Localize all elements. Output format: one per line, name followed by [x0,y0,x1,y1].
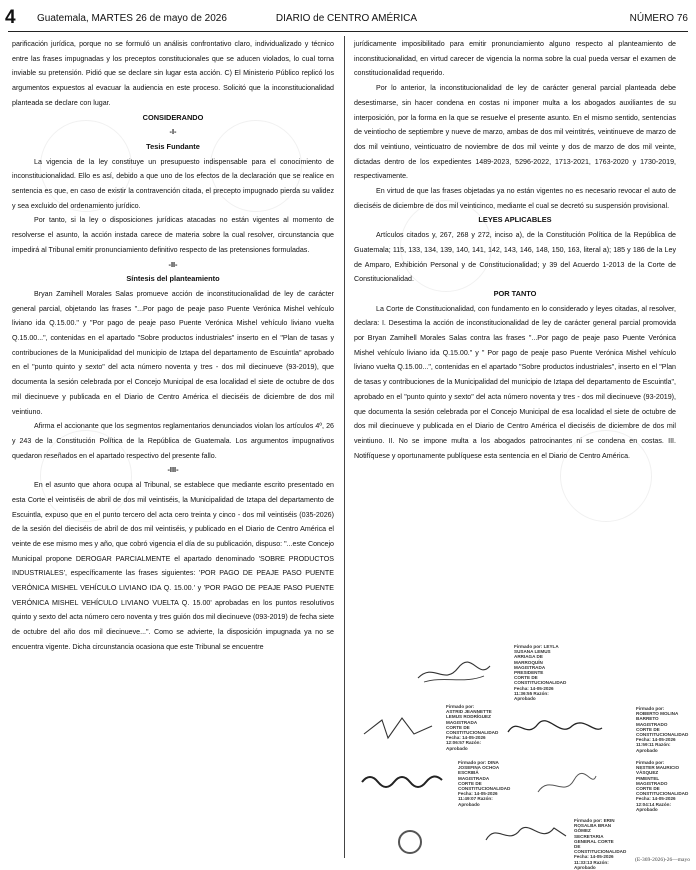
section-number: -II- [168,259,178,269]
page-number: 4 [5,7,16,28]
handwritten-signature [534,768,598,800]
section-number: -III- [167,465,179,475]
paragraph: Bryan Zamihell Morales Salas promueve acción de inconstitucionalidad de ley de carácter general parcial, objetando las frases "...Por pago de peaje paso Puente Verónica Mishel vehículo liviano ida Q.15.00." y "Por pago de peaje paso Puente Verónica Mishel vehículo liviano vuelta Q.15.00...", contenidas en el apartado "Sobre productos industriales" inserto en el "Plan de tasas y contribuciones de la Municipalidad del municipio de Iztapa del departamento de Escuintla" aprobado en el "punto quinto y sexto" del acta número noventa y tres - dos mil diecinueve (93-2019), que documenta la sesión celebrada por el Concejo Municipal de esa localidad el siete de octubre de dos mil diecinueve y publicada en el Diario de Centro América el dieciséis de diciembre de dos mil veintiuno. [12,289,334,416]
section-heading: Síntesis del planteamiento [126,274,220,284]
left-column [12,37,334,655]
section-heading: Tesis Fundante [146,141,200,151]
section-heading: CONSIDERANDO [142,112,204,122]
header-divider [8,31,688,32]
signatures-block [354,640,690,870]
paragraph: La vigencia de la ley constituye un presupuesto indispensable para el conocimiento de inconstitucionalidad. Ello es así, debido a que uno de los efectos de la declaración que se realice en sentencia es que, en caso de existir la contravención citada, el precepto impugnado pierda su validez y sea excluido del ordenamiento jurídico. [12,157,334,210]
right-column [354,37,676,463]
handwritten-signature [504,714,604,742]
paragraph: jurídicamente imposibilitado para emitir pronunciamiento alguno respecto al planteamiento de inconstitucionalidad, en virtud carecer de vigencia la norma sobre la cual pueda versar el examen de constitucionalidad requerido. [354,40,676,78]
signature-stamp: Firmado por: DINA JOSEFINA OCHOA ESCRIBÁ MAGISTRADA CORTE DE CONSTITUCIONALIDAD Fecha: 14-05-2026 11:49:07 Razón: Aprobado [458,760,511,807]
signature-stamp: Firmado por: NESTER MAURICIO VÁSQUEZ PIMENTEL MAGISTRADO CORTE DE CONSTITUCIONALIDAD Fecha: 14-05-2026 12:04:14 Razón: Aprobado [636,760,689,812]
publication-code: (E-369-2026)-26—mayo [635,857,690,863]
signature-stamp: Firmado por: ASTRID JEANNETTE LEMUS RODRÍGUEZ MAGISTRADA CORTE DE CONSTITUCIONALIDAD Fecha: 14-05-2026 12:06:57 Razón: Aprobado [446,704,499,751]
paragraph: Por lo anterior, la inconstitucionalidad de ley de carácter general parcial planteada debe desestimarse, sin hacer condena en costas ni imponer multa a los abogados auxiliantes de su interposición, por la forma en la que se resuelve el presente asunto. En el mismo sentido, sentencias de veintiocho de septiembre y nueve de marzo, ambas de dos mil veintitrés, veintinueve de marzo de dos mil veintiuno, veinticuatro de noviembre de dos mil veinte y dos de marzo de dos mil veinte, dictadas dentro de los expedientes 1489-2023, 5296-2022, 1713-2021, 1763-2020 y 1730-2019, respectivamente. [354,84,676,181]
paragraph: En el asunto que ahora ocupa al Tribunal, se establece que mediante escrito presentado en esta Corte el veintiséis de abril de dos mil veintiséis, la Municipalidad de Iztapa del departamento de Escuintla, expuso que en el punto tercero del acta cero treinta y cinco - dos mil veintiséis (035-2026) de la sesión del dieciséis de abril de dos mil veintiséis, y publicado en el Diario de Centro América el veinte de ese mismo mes y año, que cobró vigencia el día de su publicación, dispuso: "...este Concejo Municipal propone DEROGAR PARCIALMENTE el apartado denominado 'SOBRE PRODUCTOS INDUSTRIALES', específicamente las frases siguientes: 'POR PAGO DE PEAJE PASO PUENTE VERÓNICA MISHEL VEHÍCULO LIVIANO IDA Q. 15.00.' y 'POR PAGO DE PEAJE PASO PUENTE VERÓNICA MISHEL VEHÍCULO LIVIANO VUELTA Q. 15.00' aprobadas en los puntos resolutivos quinto y sexto del acta número cero noventa y tres guión dos mil diecinueve (093-2019) de fecha siete de octubre del año dos mil diecinueve...". Como se advierte, la disposición impugnada ya no se encuentra vigente. Dicha circunstancia ocasiona que este Tribunal se encuentre [12,481,334,651]
signature-stamp: Firmado por: ERIN ROSALBA BRAN GÓMEZ SECRETARIA GENERAL CORTE DE CONSTITUCIONALIDAD Fecha: 14-05-2026 11:33:13 Razón: Aprobado [574,818,627,870]
newspaper-title: DIARIO de CENTRO AMÉRICA [275,13,418,24]
paragraph: parificación jurídica, porque no se formuló un análisis confrontativo claro, individualizado y técnico entre las frases impugnadas y los preceptos constitucionales que se aducen violados, lo cual torna inviable su pretensión. Pidió que se declare sin lugar esta acción. C) El Ministerio Público replicó los argumentos expuestos al evacuar la audiencia en este proceso. Solicitó que la inconstitucionalidad planteada se declare con lugar. [12,40,334,107]
signature-stamp: Firmado por: LEYLA SUSANA LEMUS ARRIAGA DE MARROQUÍN MAGISTRADA PRESIDENTE CORTE DE CONSTITUCIONALIDAD Fecha: 14-05-2026 11:36:55 Razón: Aprobado [514,644,567,702]
page-header [5,7,688,28]
issue-number: NÚMERO 76 [629,13,688,24]
paragraph: Afirma el accionante que los segmentos reglamentarios denunciados violan los artículos 4º, 26 y 243 de la Constitución Política de la República de Guatemala. Los argumentos impugnativos quedaron reseñados en el apartado respectivo del presente fallo. [12,422,334,460]
paragraph: Artículos citados y, 267, 268 y 272, inciso a), de la Constitución Política de la República de Guatemala; 115, 133, 134, 139, 140, 141, 142, 143, 146, 148, 150, 163, literal a); 185 y 186 de la Ley de Amparo, Exhibición Personal y de Constitucionalidad; y 39 del Acuerdo 1-2013 de la Corte de Constitucionalidad. [354,231,676,284]
section-heading: POR TANTO [493,288,537,298]
section-heading: LEYES APLICABLES [478,215,552,225]
court-seal [398,830,422,854]
column-divider [344,36,345,858]
issue-date: Guatemala, MARTES 26 de mayo de 2026 [37,13,227,24]
handwritten-signature [362,712,434,746]
paragraph: La Corte de Constitucionalidad, con fundamento en lo considerado y leyes citadas, al resolver, declara: I. Desestima la acción de inconstitucionalidad de ley de carácter general parcial promovida por Bryan Zamihell Morales Salas contra las frases "...Por pago de peaje paso Puente Verónica Mishel vehículo liviano ida Q.15.00." y " Por pago de peaje paso Puente Verónica Mishel vehículo liviano vuelta Q.15.00...", contenidas en el apartado "Sobre productos industriales", inserto en el "Plan de tasas y contribuciones de la Municipalidad del municipio de Iztapa del departamento de Escuintla", aprobado en el "punto quinto y sexto" del acta número noventa y tres - dos mil diecinueve (93-2019), que documenta la sesión celebrada por el Concejo Municipal de esa localidad el siete de octubre de dos mil diecinueve y publicada en el Diario de Centro América el dieciséis de diciembre de dos mil veintiuno. II. No se impone multa a los abogados patrocinantes ni se condena en costas. III. Notifíquese y oportunamente publíquese esta sentencia en el Diario de Centro América. [354,304,676,460]
paragraph: En virtud de que las frases objetadas ya no están vigentes no es necesario revocar el auto de dieciséis de diciembre de dos mil veinticinco, mediante el cual se decretó su suspensión provisional. [354,187,676,210]
paragraph: Por tanto, si la ley o disposiciones jurídicas atacadas no están vigentes al momento de resolverse el asunto, la acción instada carece de materia sobre la cual resolver, circunstancia que impedirá al Tribunal emitir pronunciamiento definitivo respecto de las pretensiones formuladas. [12,216,334,254]
signature-stamp: Firmado por: ROBERTO MOLINA BARRETO MAGISTRADO CORTE DE CONSTITUCIONALIDAD Fecha: 14-05-2026 11:59:11 Razón: Aprobado [636,706,689,753]
handwritten-signature [484,818,568,850]
handwritten-signature [360,768,444,794]
handwritten-signature [414,658,494,688]
section-number: -I- [169,127,177,137]
